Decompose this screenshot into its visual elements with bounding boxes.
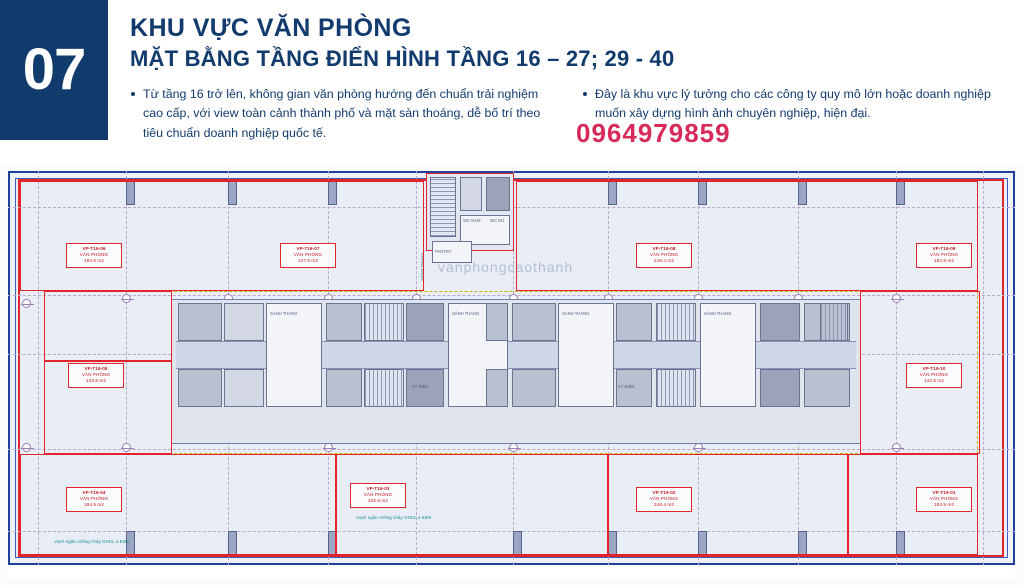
room-area: 184.9 m2: [84, 502, 104, 508]
stair-hatch: [656, 369, 696, 407]
lift-core-block: [178, 369, 222, 407]
room-label-box: [66, 243, 122, 268]
room-code: VP-T16-06: [82, 246, 106, 251]
slide-header: [0, 0, 1023, 165]
room-name: VĂN PHÒNG: [929, 496, 959, 502]
room-label-box: [916, 487, 972, 512]
shaft-block: [326, 369, 362, 407]
tenant-partition: [20, 181, 424, 291]
room-area: 142.8 m2: [924, 378, 944, 384]
lift-core-block: [804, 369, 850, 407]
room-area: 184.9 m2: [934, 258, 954, 264]
room-label-electrical-1: KT ĐIỆN: [412, 384, 429, 389]
room-name: VĂN PHÒNG: [79, 252, 109, 258]
lobby-block: [266, 303, 322, 407]
shaft-block: [616, 303, 652, 341]
room-label-lift-lobby: SẢNH THANG: [270, 311, 298, 316]
room-code: VP-T16-02: [652, 490, 676, 495]
room-label-box: [906, 363, 962, 388]
watermark-text: vanphongcaothanh: [438, 259, 574, 275]
room-code: VP-T16-04: [82, 490, 106, 495]
lift-core-block: [486, 303, 508, 341]
room-code: VP-T16-10: [922, 366, 946, 371]
room-area: 248.4 m2: [654, 258, 674, 264]
bullet-column-left: [130, 85, 560, 143]
room-label-lift-lobby: SẢNH THANG: [704, 311, 732, 316]
vertical-core-label: SẢNH THANG: [420, 252, 425, 281]
page-subtitle: MẶT BẰNG TẦNG ĐIỂN HÌNH TẦNG 16 – 27; 29 - 40: [130, 45, 675, 71]
stair-hatch: [430, 177, 456, 237]
service-block: [224, 369, 264, 407]
header-text-block: [108, 0, 1023, 148]
bullet-item: Từ tầng 16 trở lên, không gian văn phòng hướng đến chuẩn trải nghiệm cao cấp, với view toàn cảnh thành phố và mặt sàn thoáng, dễ bố trí theo tiêu chuẩn doanh nghiệp quốc tế.: [130, 85, 560, 143]
lift-core-block: [486, 369, 508, 407]
section-number-badge: [0, 0, 108, 140]
room-label-pantry: PANTRY: [435, 249, 452, 254]
room-label-wc-nu: WC NỮ: [490, 218, 505, 223]
shaft-block: [760, 303, 800, 341]
section-number: 07: [22, 37, 86, 102]
lift-core-block: [178, 303, 222, 341]
shaft-block: [760, 369, 800, 407]
room-label-box: [636, 487, 692, 512]
room-name: VĂN PHÒNG: [363, 492, 393, 498]
axis-marker: [22, 443, 31, 452]
room-name: VĂN PHÒNG: [81, 372, 111, 378]
room-code: VP-T16-08: [652, 246, 676, 251]
fire-partition-note: Vạch ngăn chống cháy GHCL ≥ EI60: [356, 515, 432, 520]
room-name: VĂN PHÒNG: [929, 252, 959, 258]
room-area: 184.9 m2: [84, 258, 104, 264]
room-name: VĂN PHÒNG: [649, 496, 679, 502]
bullet-item: Đây là khu vực lý tưởng cho các công ty quy mô lớn hoặc doanh nghiệp muốn xây dựng hình ảnh chuyên nghiệp, hiện đại.: [582, 85, 1002, 123]
fire-partition-note: Vạch ngăn chống cháy GHCL ≥ EI60: [54, 539, 130, 544]
floor-plan-canvas: [8, 171, 1015, 579]
lobby-block: [700, 303, 756, 407]
room-code: VP-T16-09: [932, 246, 956, 251]
room-label-box: [636, 243, 692, 268]
room-label-box: [68, 363, 124, 388]
room-name: VĂN PHÒNG: [919, 372, 949, 378]
shaft-block: [406, 303, 444, 341]
shaft-block: [486, 177, 510, 211]
axis-marker: [22, 299, 31, 308]
tenant-partition: [44, 291, 172, 361]
room-code: VP-T16-01: [932, 490, 956, 495]
room-label-electrical-2: KT ĐIỆN: [618, 384, 635, 389]
room-area: 147.8 m2: [298, 258, 318, 264]
shaft-block: [460, 177, 482, 211]
stair-hatch: [364, 369, 404, 407]
room-code: VP-T16-03: [366, 486, 390, 491]
tenant-partition: [516, 181, 978, 291]
service-block: [224, 303, 264, 341]
room-area: 184.9 m2: [934, 502, 954, 508]
page-title: KHU VỰC VĂN PHÒNG: [130, 14, 412, 42]
phone-number-overlay: 0964979859: [576, 118, 731, 148]
grid-line-vertical: [983, 171, 984, 565]
room-label-box: [66, 487, 122, 512]
room-name: VĂN PHÒNG: [79, 496, 109, 502]
room-area: 225.8 m2: [368, 498, 388, 504]
lift-core-block: [512, 303, 556, 341]
stair-hatch: [820, 303, 848, 341]
room-label-box: [280, 243, 336, 268]
shaft-block: [326, 303, 362, 341]
room-code: VP-T16-05: [84, 366, 108, 371]
room-label-box: [916, 243, 972, 268]
stair-hatch: [364, 303, 404, 341]
room-name: VĂN PHÒNG: [649, 252, 679, 258]
room-code: VP-T16-07: [296, 246, 320, 251]
room-label-lift-lobby: SẢNH THANG: [562, 311, 590, 316]
stair-hatch: [656, 303, 696, 341]
lift-core-block: [512, 369, 556, 407]
room-name: VĂN PHÒNG: [293, 252, 323, 258]
room-area: 143.8 m2: [86, 378, 106, 384]
floor-plan-drawing: [0, 165, 1023, 585]
room-label-box: [350, 483, 406, 508]
room-area: 248.4 m2: [654, 502, 674, 508]
room-label-lift-lobby: SẢNH THANG: [452, 311, 480, 316]
room-label-wc-nam: WC NAM: [463, 218, 481, 223]
lobby-block: [558, 303, 614, 407]
